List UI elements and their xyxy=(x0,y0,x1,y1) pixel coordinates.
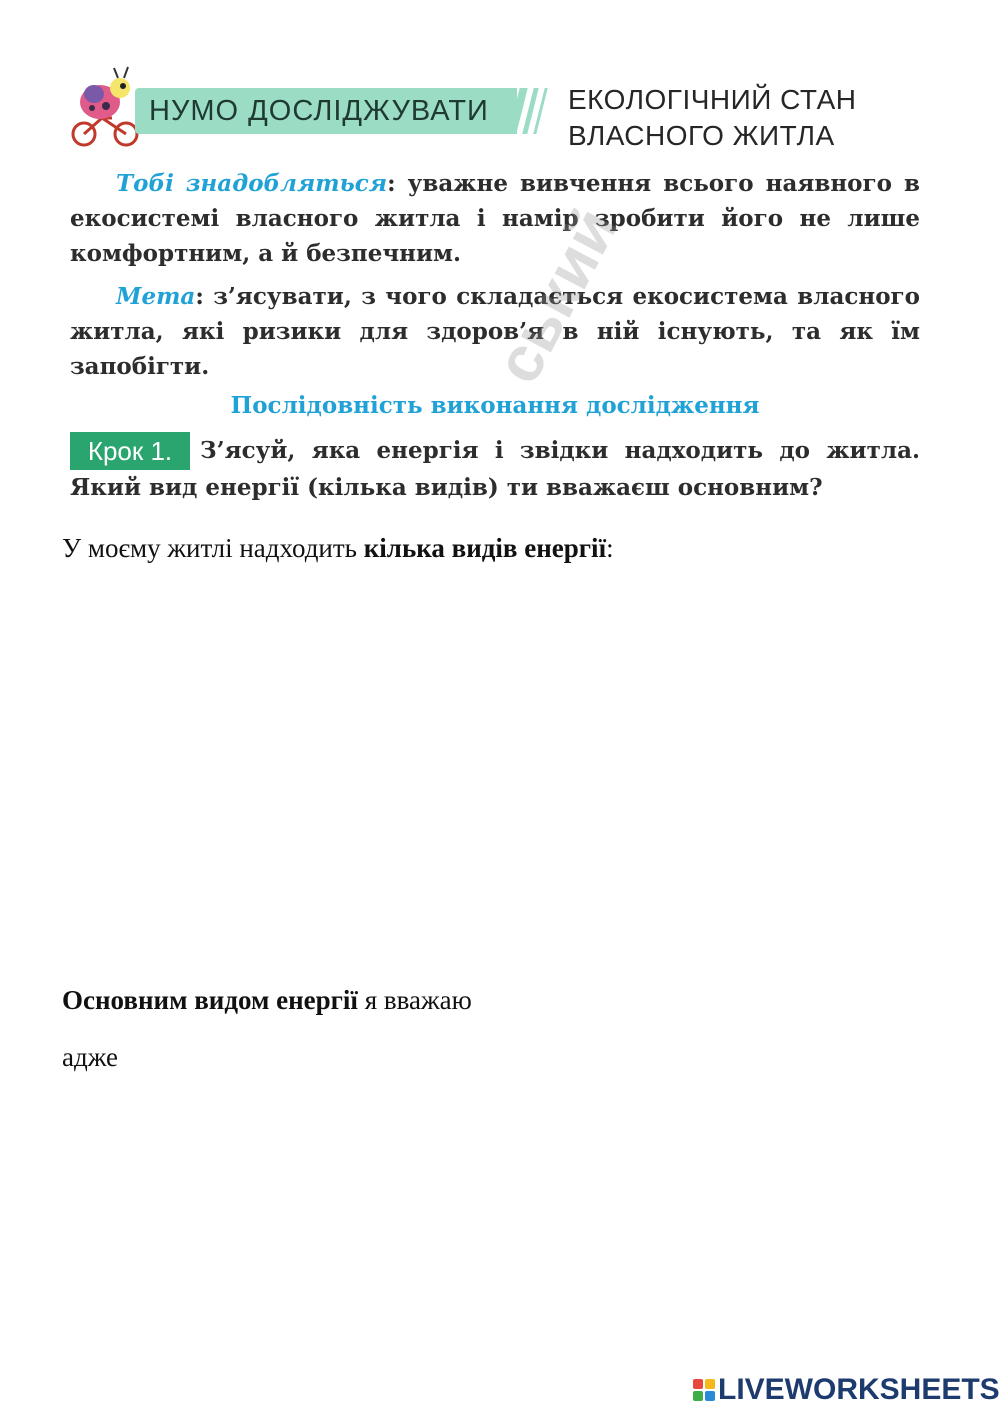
answer-line-energy-types xyxy=(62,533,614,564)
needs-label: Тобі знадобляться xyxy=(116,170,388,197)
answer-text: У моєму житлі надходить xyxy=(62,533,364,563)
title-line-1: ЕКОЛОГІЧНИЙ СТАН xyxy=(568,84,857,115)
title-line-2: ВЛАСНОГО ЖИТЛА xyxy=(568,120,835,151)
answer-bold-text: кілька видів енергії xyxy=(363,533,607,563)
goal-label: Мета xyxy=(116,283,196,310)
ladybug-bicycle-icon xyxy=(68,64,140,148)
section-banner xyxy=(135,88,517,134)
answer-text: : xyxy=(606,533,614,563)
needs-paragraph xyxy=(70,166,920,271)
step-question: З’ясуй, яка енергія і звідки надходить до житла. Який вид енергії (кілька видів) ти вважаєш основним? xyxy=(70,437,920,501)
goal-text: : з’ясувати, з чого складається екосистема власного житла, які ризики для здоров’я в ній існують, та як їм запобігти. xyxy=(70,283,920,380)
answer-bold-text: Основним видом енергії xyxy=(62,985,358,1015)
answer-line-main-energy xyxy=(62,985,472,1016)
liveworksheets-logo xyxy=(693,1375,1000,1405)
answer-text: я вважаю xyxy=(357,985,472,1015)
watermark: ський xyxy=(480,196,632,395)
answer-line-because: адже xyxy=(62,1042,119,1072)
logo-mark-icon xyxy=(693,1379,715,1401)
banner-label: НУМО ДОСЛІДЖУВАТИ xyxy=(149,94,489,127)
needs-text: : уважне вивчення всього наявного в екосистемі власного житла і намір зробити його не лише комфортним, а й безпечним. xyxy=(70,170,920,267)
step-badge: Крок 1. xyxy=(70,432,190,470)
logo-text: LIVEWORKSHEETS xyxy=(718,1373,1000,1406)
page-title xyxy=(568,82,857,154)
sequence-heading: Послідовність виконання дослідження xyxy=(230,392,760,419)
